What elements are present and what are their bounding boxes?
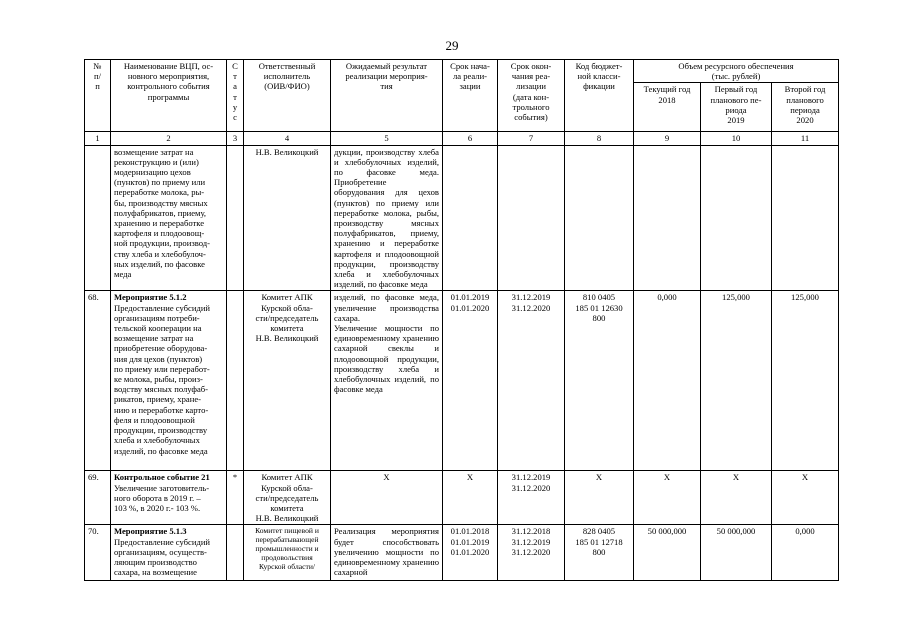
row-status: *	[227, 471, 244, 525]
header-executor: Ответственный исполнитель (ОИВ/ФИО)	[244, 60, 331, 132]
col-number: 10	[701, 132, 772, 145]
col-number: 5	[331, 132, 443, 145]
row-result: изделий, по фасовке меда, увеличение производства сахара. Увеличение мощности по единовременному хранению сахарной свеклы и плодоовощной продукции, производству хлеба и хлебобулочных изделий, по фасовке меда	[331, 291, 443, 471]
row-description: Предоставление субсидий организациям, осуществ- ляющим производство сахара, на возмещение	[114, 536, 211, 578]
row-end: 31.12.2019 31.12.2020	[498, 291, 565, 471]
row-2018: X	[634, 471, 701, 525]
program-table	[84, 59, 839, 581]
row-result: Реализация мероприятия будет способствовать увеличению мощности по единовременному хранению сахарной	[331, 525, 443, 581]
col-number: 2	[111, 132, 227, 145]
row-number	[85, 145, 111, 291]
table-row	[85, 291, 839, 471]
col-number: 8	[565, 132, 634, 145]
row-name-cell	[111, 471, 227, 525]
header-2018: Текущий год 2018	[634, 83, 701, 132]
header-name: Наименование ВЦП, ос- новного мероприятия, контрольного события программы	[111, 60, 227, 132]
row-code: 810 0405 185 01 12630 800	[565, 291, 634, 471]
col-number: 9	[634, 132, 701, 145]
row-executor: Комитет пищевой и перерабатывающей промышленности и продовольствия Курской области/	[244, 525, 331, 581]
header-resources: Объем ресурсного обеспечения (тыс. рублей)	[634, 60, 839, 83]
row-2019	[701, 145, 772, 291]
header-2020: Второй год планового периода 2020	[772, 83, 839, 132]
row-start: 01.01.2019 01.01.2020	[443, 291, 498, 471]
row-2018: 50 000,000	[634, 525, 701, 581]
row-name-cell	[111, 525, 227, 581]
row-number: 68.	[85, 291, 111, 471]
header-row	[85, 60, 839, 83]
row-number: 70.	[85, 525, 111, 581]
row-name-cell	[111, 291, 227, 471]
row-start: 01.01.2018 01.01.2019 01.01.2020	[443, 525, 498, 581]
row-code: X	[565, 471, 634, 525]
row-2019: 125,000	[701, 291, 772, 471]
header-start: Срок нача- ла реали- зации	[443, 60, 498, 132]
col-number: 1	[85, 132, 111, 145]
row-status	[227, 525, 244, 581]
row-2018: 0,000	[634, 291, 701, 471]
header-2019: Первый год планового пе- риода 2019	[701, 83, 772, 132]
row-description: Увеличение заготовитель- ного оборота в 2019 г. – 103 %, в 2020 г.- 103 %.	[114, 482, 210, 514]
row-executor: Комитет АПК Курской обла- сти/председатель комитета Н.В. Великоцкий	[244, 291, 331, 471]
row-2018	[634, 145, 701, 291]
col-number: 6	[443, 132, 498, 145]
col-number: 7	[498, 132, 565, 145]
row-title: Контрольное событие 21	[114, 472, 210, 483]
row-title: Мероприятие 5.1.3	[114, 526, 187, 537]
row-start: X	[443, 471, 498, 525]
row-status	[227, 145, 244, 291]
row-executor: Комитет АПК Курской обла- сти/председатель комитета Н.В. Великоцкий	[244, 471, 331, 525]
row-2020: X	[772, 471, 839, 525]
row-2020: 125,000	[772, 291, 839, 471]
header-num: № п/ п	[85, 60, 111, 132]
col-number: 4	[244, 132, 331, 145]
row-end: 31.12.2018 31.12.2019 31.12.2020	[498, 525, 565, 581]
row-2019: X	[701, 471, 772, 525]
row-result: X	[331, 471, 443, 525]
row-result: дукции, производству хлеба и хлебобулочных изделий, по фасовке меда. Приобретение оборудования для цехов (пунктов) по приему или переработке молока, рыбы, производству мясных полуфабрикатов, приему, хранению и переработке картофеля и плодоовощной продукции, производству хлеба и хлебобулочных изделий, по фасовке меда	[331, 145, 443, 291]
row-end: 31.12.2019 31.12.2020	[498, 471, 565, 525]
row-description: возмещение затрат на реконструкцию и (или) модернизацию цехов (пунктов) по приему или переработке молока, ры- бы, производству мясных полуфабрикатов, приему, хранению и переработке картофеля и плодоовощ- ной продукции, производ- ству хлеба и хлебобулоч- ных изделий, по фасовке меда	[111, 145, 227, 291]
row-start	[443, 145, 498, 291]
row-description: Предоставление субсидий организациям потреби- тельской кооперации на возмещение затрат на приобретение оборудова- ния для цехов (пунктов) по приему или переработ- ке молока, рыбы, произ- водству мясных полуфаб- рикатов, приему, хране- нию и переработке карто- феля и плодоовощной продукции, производству хлеба и хлебобулочных изделий, по фасовке меда	[114, 302, 211, 456]
table-row	[85, 145, 839, 291]
header-code: Код бюджет- ной класси- фикации	[565, 60, 634, 132]
row-2019: 50 000,000	[701, 525, 772, 581]
row-code: 828 0405 185 01 12718 800	[565, 525, 634, 581]
row-status	[227, 291, 244, 471]
header-result: Ожидаемый результат реализации мероприя- тия	[331, 60, 443, 132]
row-2020	[772, 145, 839, 291]
row-end	[498, 145, 565, 291]
row-2020: 0,000	[772, 525, 839, 581]
row-title: Мероприятие 5.1.2	[114, 292, 187, 303]
row-number: 69.	[85, 471, 111, 525]
col-number: 3	[227, 132, 244, 145]
col-number: 11	[772, 132, 839, 145]
row-executor: Н.В. Великоцкий	[244, 145, 331, 291]
table-row	[85, 471, 839, 525]
header-end: Срок окон- чания реа- лизации (дата кон- трольного события)	[498, 60, 565, 132]
column-number-row	[85, 132, 839, 145]
row-code	[565, 145, 634, 291]
page-number: 29	[445, 38, 459, 53]
table-row	[85, 525, 839, 581]
header-status: С т а т у с	[227, 60, 244, 132]
